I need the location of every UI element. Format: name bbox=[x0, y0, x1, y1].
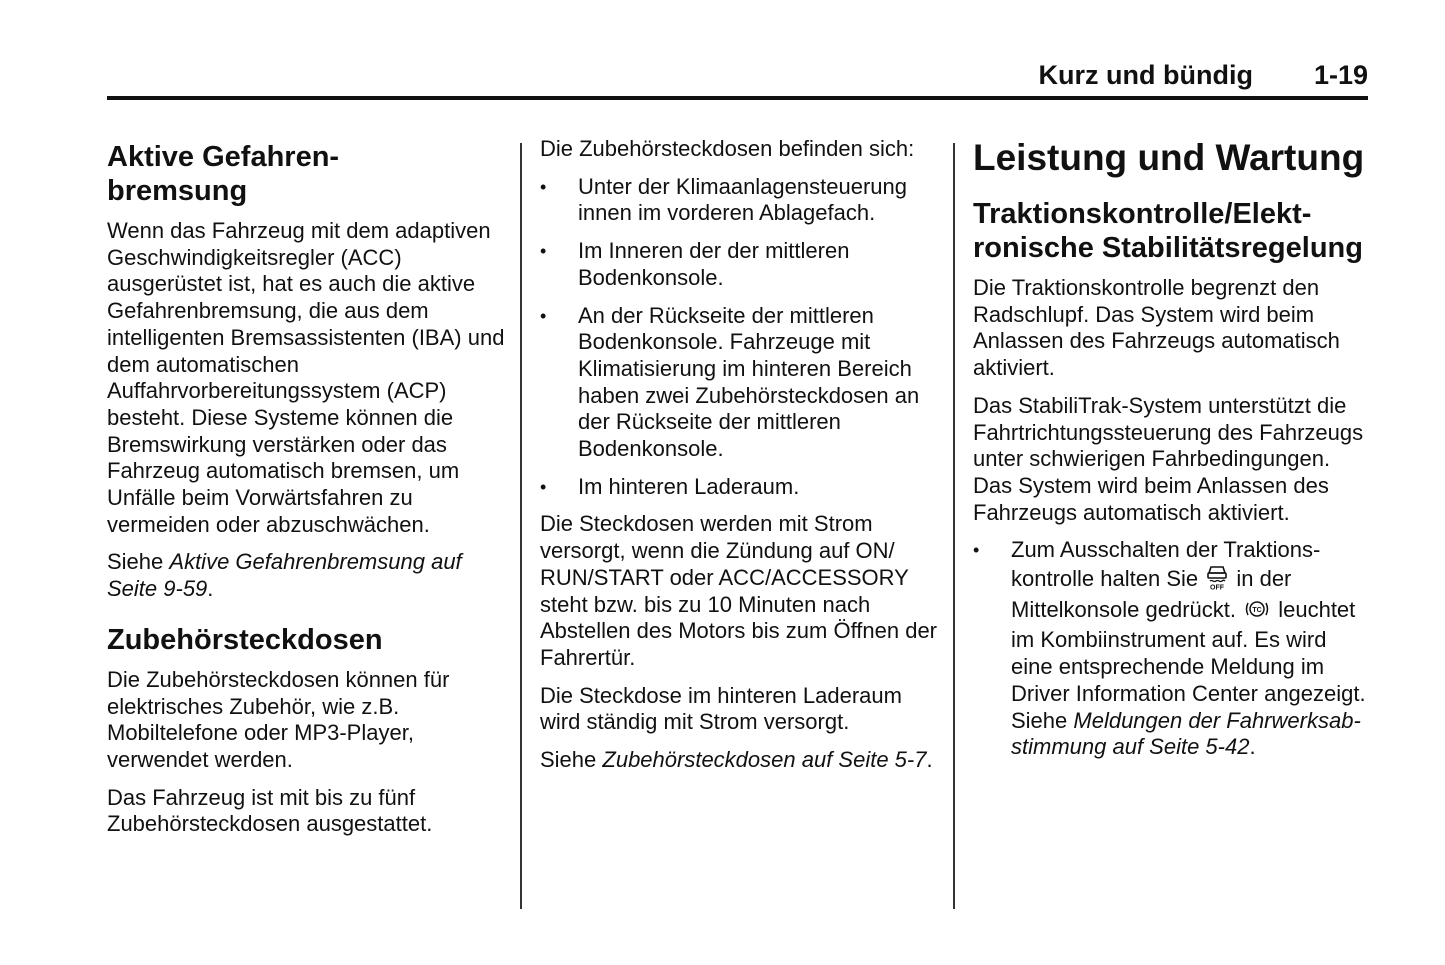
bullet-list bbox=[540, 174, 940, 501]
see-reference: Siehe Aktive Gefahrenbremsung auf Seite 9-59. bbox=[107, 549, 462, 602]
icon-off-label: OFF bbox=[1210, 584, 1225, 591]
paragraph: Die Zubehörsteckdosen befinden sich: bbox=[540, 136, 915, 161]
icon-tc-label: TC bbox=[1252, 606, 1262, 614]
list-item: • Im Inneren der der mittleren Bodenkonsole. bbox=[540, 238, 850, 290]
column-divider bbox=[953, 143, 955, 909]
column-divider bbox=[520, 143, 522, 909]
cross-reference-link[interactable]: Meldungen der Fahrwerksabstimmung auf Seite 5-42 bbox=[1011, 707, 1361, 760]
paragraph: Wenn das Fahrzeug mit dem adaptiven Geschwindigkeitsregler (ACC) ausgerüstet ist, hat es auch die aktive Gefahrenbremsung, die aus dem intelligenten Bremsassistenten (IBA) und dem automatischen Auffahrvorbereitungssystem (ACP) besteht. Diese Systeme können die Bremswirkung verstärken oder das Fahrzeug automatisch bremsen, um Unfälle beim Vorwärtsfahren zu vermeiden oder abzuschwächen. bbox=[107, 218, 505, 537]
bullet-icon: • bbox=[540, 241, 547, 262]
column-left bbox=[107, 130, 507, 849]
column-right bbox=[973, 130, 1373, 772]
traction-control-off-button-icon bbox=[1206, 564, 1228, 597]
list-item: • An der Rückseite der mittleren Bodenkonsole. Fahrzeuge mit Klimatisierung im hinteren Bereich haben zwei Zubehörsteckdosen an der Rückseite der mittleren Bodenkonsole. bbox=[540, 302, 920, 462]
paragraph: Die Traktionskontrolle begrenzt den Radschlupf. Das System wird beim Anlassen des Fahrzeugs automatisch aktiviert. bbox=[973, 275, 1340, 381]
bullet-icon: • bbox=[540, 176, 547, 197]
heading-leistung-und-wartung: Leistung und Wartung bbox=[973, 137, 1365, 178]
paragraph: Das StabiliTrak-System unterstützt die Fahrtrichtungssteuerung des Fahrzeugs unter schwierigen Fahrbedingungen. Das System wird beim Anlassen des Fahrzeugs automatisch aktiviert. bbox=[973, 392, 1364, 525]
bullet-list bbox=[973, 537, 1373, 761]
bullet-icon: • bbox=[973, 540, 980, 561]
paragraph: Die Steckdose im hinteren Laderaum wird ständig mit Strom versorgt. bbox=[540, 682, 902, 735]
list-item: • Im hinteren Laderaum. bbox=[540, 473, 800, 499]
column-middle bbox=[540, 130, 940, 785]
heading-traktionskontrolle: Traktionskontrolle/Elektronische Stabilitätsregelung bbox=[973, 198, 1363, 264]
cross-reference-link[interactable]: Zubehörsteckdosen auf Seite 5-7 bbox=[602, 747, 927, 773]
page-header bbox=[107, 58, 1368, 100]
paragraph: Das Fahrzeug ist mit bis zu fünf Zubehörsteckdosen ausgestattet. bbox=[107, 784, 433, 837]
see-reference: Siehe Zubehörsteckdosen auf Seite 5-7. bbox=[540, 747, 933, 773]
heading-zubehoersteckdosen: Zubehörsteckdosen bbox=[107, 623, 383, 656]
list-item: • Zum Ausschalten der Traktionskontrolle halten Sie OFF in der Mittelkonsole gedrückt. TC leuchtet im Kombiinstrument auf. Es wird eine entsprechende Meldung im Driver Information Center angezeigt. Siehe Meldungen der Fahrwerksabstimmung auf Seite 5-42. bbox=[973, 537, 1366, 760]
paragraph: Die Steckdosen werden mit Strom versorgt, wenn die Zündung auf ON/ RUN/START oder ACC/ACCESSORY steht bzw. bis zu 10 Minuten nach Abstellen des Motors bis zum Öffnen der Fahrertür. bbox=[540, 511, 938, 670]
heading-aktive-gefahrenbremsung: Aktive Gefahren- bremsung bbox=[107, 141, 340, 207]
section-title: Kurz und bündig bbox=[1038, 60, 1253, 90]
paragraph: Die Zubehörsteckdosen können für elektrisches Zubehör, wie z.B. Mobiltelefone oder MP3-Player, verwendet werden. bbox=[107, 666, 450, 772]
bullet-icon: • bbox=[540, 476, 547, 497]
traction-control-warning-light-icon bbox=[1244, 597, 1270, 628]
list-item: • Unter der Klimaanlagensteuerung innen im vorderen Ablagefach. bbox=[540, 173, 907, 226]
bullet-icon: • bbox=[540, 305, 547, 326]
cross-reference-link[interactable]: Aktive Gefahrenbremsung auf Seite 9-59 bbox=[107, 549, 462, 602]
page-number: 1-19 bbox=[1313, 60, 1368, 90]
